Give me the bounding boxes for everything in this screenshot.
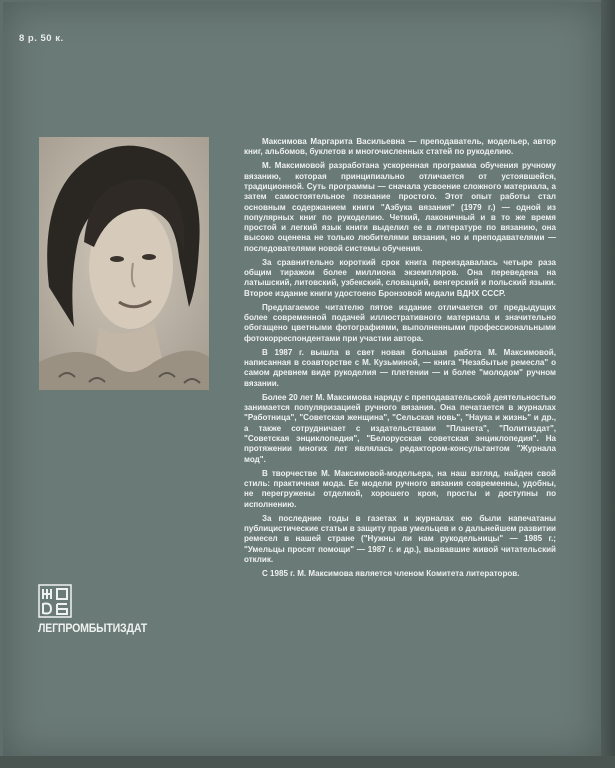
bio-paragraph: М. Максимовой разработана ускоренная программа обучения ручному вязанию, которая принципиально отличается от устоявшейся, традиционной. Суть программы — сначала усвоение сложного материала, а затем самостоятельное познание простого. Этот опыт работы стал основным содержанием книги "Азбука вязания" (1979 г.) — одной из популярных книг по рукоделию. Четкий, лаконичный и в то же время простой и легкий язык книги выделил ее в литературе по вязанию, она высоко оценена не только любителями вязания, но и преподавателями — последователями новой системы обучения. xyxy=(244,161,556,253)
price-label: 8 р. 50 к. xyxy=(19,33,64,44)
bio-paragraph: С 1985 г. М. Максимова является членом Комитета литераторов. xyxy=(262,568,520,578)
bio-paragraph: За последние годы в газетах и журналах ею были напечатаны публицистические статьи в защиту прав умельцев и о дальнейшем развитии ремесел в нашей стране ("Нужны ли нам рукодельницы" — 1985 г.; "Умельцы просят помощи" — 1987 г. и др.), вызвавшие живой читательский отклик. xyxy=(244,513,556,564)
bio-paragraph: В творчестве М. Максимовой-модельера, на наш взгляд, найден свой стиль: практичная мода. Ее модели ручного вязания современны, удобны, не перегружены отделкой, хорошего кроя, просты и доступны по исполнению. xyxy=(244,468,556,509)
author-portrait xyxy=(39,137,209,390)
cover-bottom-edge xyxy=(0,756,615,768)
publisher-name: ЛЕГПРОМБЫТИЗДАТ xyxy=(38,623,148,635)
publisher-logo-icon xyxy=(37,583,73,624)
bio-paragraph: За сравнительно короткий срок книга переиздавалась четыре раза общим тиражом более миллиона экземпляров. Она переведена на латышский, литовский, узбекский, словацкий, венгерский и польский языки. Второе издание книги удостоено Бронзовой медали ВДНХ СССР. xyxy=(244,257,556,298)
cover-edge xyxy=(601,0,615,768)
bio-paragraph: Более 20 лет М. Максимова наряду с преподавательской деятельностью занимается популяризацией ручного вязания. Она печатается в журналах "Работница", "Советская женщина", "Сельская новь", "Наука и жизнь" и др., а также сотрудничает с издательствами "Планета", "Политиздат", "Советская энциклопедия", "Белорусская советская энциклопедия". На протяжении многих лет являлась редактором-консультантом "Журнала мод". xyxy=(244,392,556,464)
bio-paragraph: Предлагаемое читателю пятое издание отличается от предыдущих более современной подачей иллюстративного материала и значительно обогащено цветными фотографиями, выполненными профессиональными фотокорреспондентами при участии автора. xyxy=(244,302,556,343)
bio-paragraph: В 1987 г. вышла в свет новая большая работа М. Максимовой, написанная в соавторстве с М. Кузьминой, — книга "Незабытые ремесла" о самом древнем виде рукоделия — плетении — и более "молодом" ручном вязании. xyxy=(244,347,556,388)
bio-paragraph: Максимова Маргарита Васильевна — преподаватель, модельер, автор книг, альбомов, буклетов и многочисленных статей по рукоделию. xyxy=(244,137,556,157)
author-biography xyxy=(244,137,556,583)
